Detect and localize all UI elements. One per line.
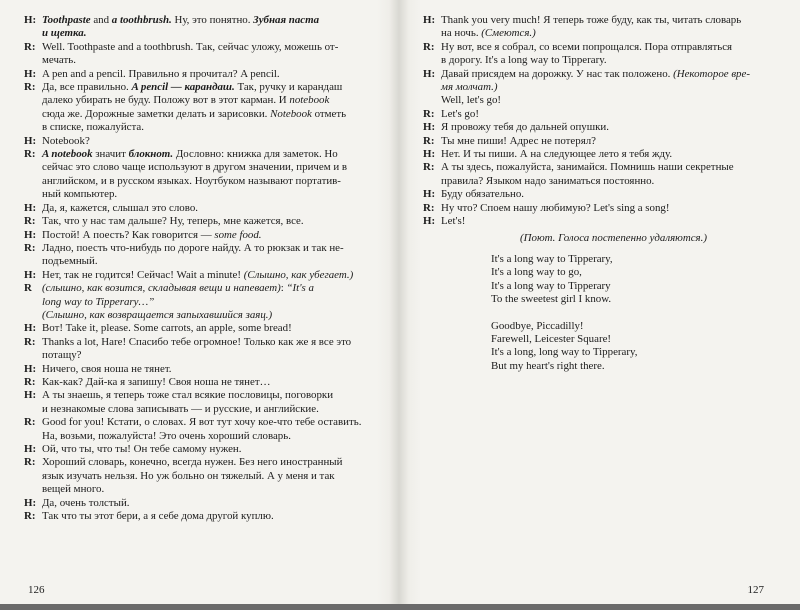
speaker-label: H: [24, 134, 37, 147]
line-text: в дорогу. It's a long way to Tipperary. [441, 54, 607, 67]
dialogue-line [24, 363, 383, 376]
dialogue-line [24, 483, 383, 496]
dialogue-line [24, 430, 383, 443]
speaker-label: R: [24, 335, 36, 348]
line-text: Нет. И ты пиши. А на следующее лето я тебя жду. [441, 148, 673, 161]
page-number-right: 127 [747, 584, 764, 596]
line-text: Так, что у нас там дальше? Ну, теперь, мне кажется, все. [42, 215, 304, 228]
dialogue-line [24, 389, 383, 402]
line-text: Ну вот, все я собрал, со всеми попрощался. Пора отправляться [441, 40, 733, 53]
line-text: А ты здесь, пожалуйста, занимайся. Помнишь наши секретные [441, 161, 734, 174]
speaker-label: R: [423, 40, 435, 53]
line-text: Хороший словарь, конечно, всегда нужен. Без него иностранный [42, 456, 343, 469]
line-text: подъемный. [42, 255, 98, 268]
speaker-label: H: [24, 496, 37, 509]
song-stanza-1 [491, 253, 784, 307]
line-text: Давай присядем на дорожку. У нас так положено. (Некоторое вре- [441, 67, 750, 80]
dialogue-line [24, 202, 383, 215]
line-text: Ничего, своя ноша не тянет. [42, 362, 172, 375]
line-text: Well. Toothpaste and a toothbrush. Так, сейчас уложу, можешь от- [42, 40, 339, 53]
line-text: Да, очень толстый. [42, 496, 130, 509]
line-text: Good for you! Кстати, о словах. Я вот тут хочу кое-что тебе оставить. [42, 416, 362, 429]
line-text: Ты мне пиши! Адрес не потерял? [441, 134, 596, 147]
speaker-label: H: [24, 322, 37, 335]
speaker-label: H: [24, 201, 37, 214]
song-line: It's a long, long way to Tipperary, [491, 346, 638, 359]
dialogue-line [24, 309, 383, 322]
line-text: на ночь. (Смеются.) [441, 27, 536, 40]
song-stanza-2 [491, 320, 784, 374]
speaker-label: R: [24, 81, 36, 94]
dialogue-line [24, 282, 383, 295]
dialogue-line [24, 14, 383, 27]
dialogue-line [423, 215, 784, 228]
line-text: Thank you very much! Я теперь тоже буду, как ты, читать словарь [441, 14, 742, 26]
dialogue-line [423, 14, 784, 27]
speaker-label: H: [423, 188, 436, 201]
dialogue-line [24, 27, 383, 40]
dialogue-line [24, 108, 383, 121]
line-text: Thanks a lot, Hare! Спасибо тебе огромное! Только как же я все это [42, 335, 352, 348]
dialogue-line [423, 68, 784, 81]
dialogue-line [423, 41, 784, 54]
dialogue-line [24, 81, 383, 94]
dialogue-line [24, 175, 383, 188]
dialogue-line [24, 336, 383, 349]
dialogue-line [24, 188, 383, 201]
song-lyrics [423, 253, 784, 373]
dialogue-line [24, 135, 383, 148]
speaker-label: R: [24, 40, 36, 53]
line-text: Ну что? Споем нашу любимую? Let's sing a song! [441, 201, 670, 214]
speaker-label: R: [423, 107, 435, 120]
dialogue-line [24, 470, 383, 483]
dialogue-line [423, 202, 784, 215]
speaker-label: R: [24, 375, 36, 388]
dialogue-line [24, 94, 383, 107]
dialogue-line [24, 68, 383, 81]
line-text: ный компьютер. [42, 188, 118, 201]
line-text: (Слышно, как возвращается запыхавшийся заяц.) [42, 308, 273, 321]
line-text: Постой! А поесть? Как говорится — some food. [42, 228, 262, 241]
dialogue-line [423, 161, 784, 174]
line-text: вещей много. [42, 483, 105, 496]
left-page [0, 0, 399, 604]
line-text: Вот! Take it, please. Some carrots, an apple, some bread! [42, 322, 292, 335]
line-text: Я провожу тебя до дальней опушки. [441, 121, 609, 134]
line-text: (слышно, как возится, складывая вещи и напевает): “It's a [42, 282, 314, 295]
speaker-label: R: [24, 215, 36, 228]
line-text: сейчас это слово чаще используют в другом значении, причем и в [42, 161, 348, 174]
stage-direction: (Поют. Голоса постепенно удаляются.) [520, 231, 707, 244]
speaker-label: R [24, 282, 32, 295]
line-text: Let's! [441, 215, 466, 228]
page-number-left: 126 [28, 584, 45, 596]
dialogue-line [24, 376, 383, 389]
dialogue-line [423, 175, 784, 188]
line-text: Let's go! [441, 107, 479, 120]
dialogue-line [423, 27, 784, 40]
speaker-label: R: [24, 416, 36, 429]
dialogue-line [24, 510, 383, 523]
line-text: Нет, так не годится! Сейчас! Wait a minute! (Слышно, как убегает.) [42, 268, 354, 281]
dialogue-line [24, 148, 383, 161]
left-dialogue [24, 14, 383, 523]
dialogue-line [24, 215, 383, 228]
dialogue-line [24, 443, 383, 456]
line-text: A notebook значит блокнот. Дословно: книжка для заметок. Но [42, 148, 338, 161]
dialogue-line [423, 121, 784, 134]
dialogue-line [423, 135, 784, 148]
dialogue-line [24, 242, 383, 255]
speaker-label: H: [423, 148, 436, 161]
speaker-label: R: [423, 201, 435, 214]
dialogue-line [423, 54, 784, 67]
line-text: Да, все правильно. A pencil — карандаш. Так, ручку и карандаш [42, 81, 343, 94]
dialogue-line [24, 296, 383, 309]
speaker-label: R: [423, 161, 435, 174]
line-text: Как-как? Дай-ка я запишу! Своя ноша не тянет… [42, 375, 271, 388]
dialogue-line [423, 108, 784, 121]
line-text: Буду обязательно. [441, 188, 525, 201]
song-line: But my heart's right there. [491, 359, 605, 372]
line-text: потащу? [42, 349, 82, 362]
speaker-label: H: [24, 228, 37, 241]
dialogue-line [24, 416, 383, 429]
dialogue-line [24, 269, 383, 282]
dialogue-line [24, 403, 383, 416]
line-text: A pen and a pencil. Правильно я прочитал? A pencil. [42, 67, 280, 80]
speaker-label: H: [423, 215, 436, 228]
line-text: правила? Языком надо заниматься постоянно. [441, 174, 655, 187]
dialogue-line [24, 161, 383, 174]
speaker-label: H: [24, 14, 37, 26]
speaker-label: R: [423, 134, 435, 147]
song-line: It's a long way to go, [491, 266, 582, 279]
dialogue-line [24, 255, 383, 268]
line-text: язык изучать нельзя. Но уж больно он тяжелый. А у меня и так [42, 469, 335, 482]
line-text: английском, и в русском языках. Ноутбуком называют портатив- [42, 174, 341, 187]
line-text: Notebook? [42, 134, 90, 147]
line-text: мя молчат.) [441, 81, 498, 94]
line-text: Так что ты этот бери, а я себе дома другой куплю. [42, 510, 274, 523]
speaker-label: H: [24, 67, 37, 80]
song-line: Farewell, Leicester Square! [491, 332, 612, 345]
speaker-label: R: [24, 241, 36, 254]
right-page [399, 0, 800, 604]
line-text: Toothpaste and a toothbrush. Ну, это понятно. Зубная паста [42, 14, 320, 26]
line-text: и незнакомые слова записывать — и русские, и английские. [42, 402, 319, 415]
dialogue-line [423, 81, 784, 94]
line-text: На, возьми, пожалуйста! Это очень хороший словарь. [42, 429, 291, 442]
line-text: Ладно, поесть что-нибудь по дороге найду. А то рюкзак и так не- [42, 241, 344, 254]
speaker-label: R: [24, 148, 36, 161]
song-line: To the sweetest girl I know. [491, 293, 612, 306]
speaker-label: R: [24, 510, 36, 523]
dialogue-line [24, 497, 383, 510]
speaker-label: H: [423, 14, 436, 26]
dialogue-line [423, 94, 784, 107]
line-text: и щетка. [42, 27, 87, 40]
song-line: It's a long way to Tipperary, [491, 252, 613, 265]
dialogue-line [24, 456, 383, 469]
line-text: далеко убирать не буду. Положу вот в этот карман. И notebook [42, 94, 330, 107]
speaker-label: H: [24, 389, 37, 402]
dialogue-line [24, 229, 383, 242]
line-text: Well, let's go! [441, 94, 502, 107]
speaker-label: H: [423, 67, 436, 80]
song-line: Goodbye, Piccadilly! [491, 319, 584, 332]
speaker-label: H: [423, 121, 436, 134]
dialogue-line [24, 322, 383, 335]
dialogue-line [24, 41, 383, 54]
dialogue-line [24, 121, 383, 134]
line-text: Да, я, кажется, слышал это слово. [42, 201, 198, 214]
line-text: мечать. [42, 54, 76, 67]
line-text: long way to Tipperary…” [42, 295, 155, 308]
speaker-label: H: [24, 443, 37, 455]
speaker-label: H: [24, 362, 37, 375]
dialogue-line [24, 349, 383, 362]
dialogue-line [423, 188, 784, 201]
line-text: Ой, что ты, что ты! Он тебе самому нужен. [42, 443, 242, 455]
line-text: А ты знаешь, я теперь тоже стал всякие пословицы, поговорки [42, 389, 334, 402]
speaker-label: H: [24, 268, 37, 281]
song-line: It's a long way to Tipperary [491, 279, 611, 292]
dialogue-line [423, 148, 784, 161]
line-text: в списке, пожалуйста. [42, 121, 144, 134]
dialogue-line [24, 54, 383, 67]
speaker-label: R: [24, 456, 36, 469]
line-text: сюда же. Дорожные заметки делать и зарисовки. Notebook отметь [42, 107, 347, 120]
right-dialogue [423, 14, 784, 229]
